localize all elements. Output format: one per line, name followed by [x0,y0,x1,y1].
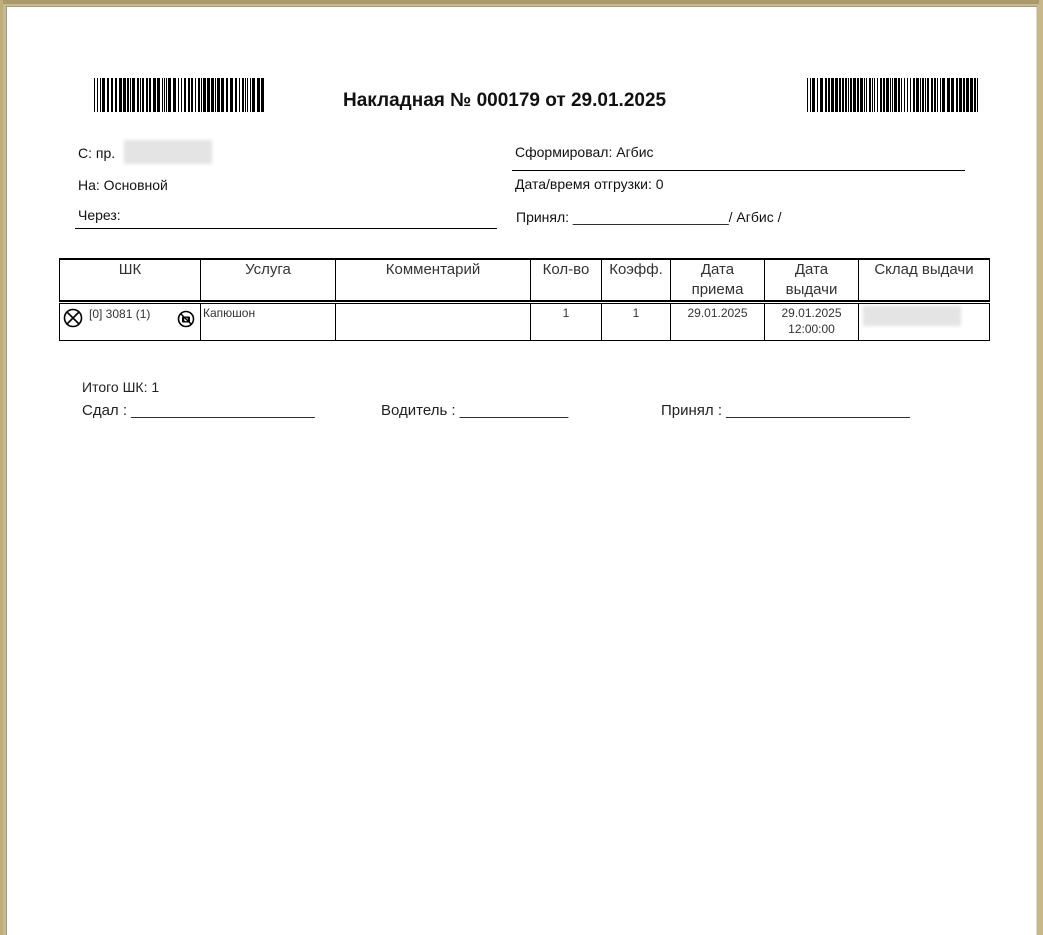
barcode-bar [916,78,919,112]
barcode-bar [853,78,856,112]
barcode-bar [149,78,151,112]
created-by-underline [512,170,965,171]
barcode-bar [959,78,962,112]
barcode-bar [904,78,905,112]
barcode-bar [963,78,965,112]
barcode-bar [203,78,206,112]
barcode-bar [226,78,228,112]
via-label: Через: [78,207,121,223]
barcode-bar [247,78,248,112]
issue-date-value: 29.01.2025 [781,306,842,320]
barcode-bar [894,78,897,112]
barcode-bar [111,78,113,112]
created-by: Сформировал: Агбис [515,144,654,160]
barcode-bar [860,78,863,112]
barcode-bar [123,78,126,112]
barcode-bar [195,78,196,112]
barcode-bar [166,78,167,112]
barcode-bar [198,78,200,112]
barcode-bar [934,78,936,112]
barcode-bar [257,78,260,112]
barcode-bar [201,78,202,112]
shipment-datetime: Дата/время отгрузки: 0 [515,176,664,192]
barcode-bar [974,78,976,112]
print-preview-page [6,6,1037,935]
barcode-bar [252,78,255,112]
barcode-bar [812,78,815,112]
col-header-receive-date: Дата приема [671,259,765,301]
col-header-comment: Комментарий [336,259,531,301]
barcode-bar [261,78,264,112]
cell-service [201,304,336,341]
barcode-bar [130,78,131,112]
window-frame-right [1039,0,1043,935]
barcode-bar [940,78,941,112]
barcode-bar [886,78,889,112]
barcode-left-icon [94,78,266,112]
via-underline [75,228,497,229]
barcode-bar [869,78,871,112]
barcode-bar [835,78,838,112]
document-title: Накладная № 000179 от 29.01.2025 [343,90,667,111]
barcode-bar [966,78,969,112]
col-header-issue-date: Дата выдачи [765,259,859,301]
barcode-bar [230,78,233,112]
barcode-bar [137,78,139,112]
from-label: С: пр. [78,145,116,161]
barcode-value: [0] 3081 (1) [89,307,151,321]
cell-comment [336,304,531,341]
window-frame-top [0,0,1043,4]
barcode-bar [831,78,834,112]
barcode-bar [913,78,915,112]
window-frame-left [0,0,3,935]
barcode-bar [173,78,176,112]
barcode-bar [820,78,823,112]
barcode-bar [951,78,954,112]
barcode-bar [910,78,911,112]
barcode-bar [217,78,220,112]
received-by: Принял: ____________________/ Агбис / [516,209,782,225]
receive-date-value: 29.01.2025 [687,306,748,320]
barcode-bar [931,78,933,112]
barcode-bar [817,78,818,112]
cell-receive-date [671,304,765,341]
barcode-bar [828,78,830,112]
barcode-bar [178,78,179,112]
barcode-bar [857,78,859,112]
barcode-bar [907,78,908,112]
barcode-bar [127,78,129,112]
barcode-bar [925,78,926,112]
barcode-bar [825,78,827,112]
table-row [60,304,990,341]
barcode-bar [977,78,978,112]
barcode-bar [181,78,182,112]
barcode-bar [942,78,945,112]
barcode-bar [880,78,882,112]
barcode-bar [107,78,109,112]
barcode-bar [901,78,902,112]
cell-issue-date [765,304,859,341]
barcode-bar [927,78,929,112]
barcode-bar [874,78,875,112]
driver-signature: Водитель : _____________ [381,402,569,419]
barcode-right-icon [807,78,979,112]
cell-barcode [60,304,201,341]
barcode-bar [94,78,95,112]
barcode-bar [153,78,156,112]
qty-value: 1 [562,306,570,320]
col-header-coef: Коэфф. [602,259,671,301]
to-text: На: Основной [78,177,168,193]
barcode-bar [140,78,141,112]
barcode-bar [119,78,122,112]
barcode-bar [947,78,950,112]
barcode-bar [810,78,811,112]
total-barcodes: Итого ШК: 1 [82,379,160,395]
barcode-bar [162,78,163,112]
handed-over-signature: Сдал : ______________________ [82,402,315,419]
barcode-bar [188,78,190,112]
barcode-bar [97,78,98,112]
from-value-redacted [124,140,212,164]
warehouse-redacted [863,306,961,326]
barcode-bar [898,78,900,112]
barcode-bar [892,78,893,112]
barcode-bar [102,78,105,112]
accepted-signature: Принял : ______________________ [661,402,910,419]
barcode-bar [842,78,844,112]
barcode-bar [807,78,808,112]
barcode-bar [146,78,148,112]
barcode-bar [970,78,973,112]
barcode-bar [848,78,849,112]
barcode-bar [132,78,135,112]
barcode-bar [100,78,101,112]
barcode-bar [215,78,216,112]
barcode-bar [250,78,251,112]
cancel-circle-icon[interactable] [63,308,83,328]
barcode-bar [839,78,841,112]
barcode-bar [142,78,144,112]
cell-coef [602,304,671,341]
col-header-qty: Кол-во [531,259,602,301]
table-body [59,303,990,341]
barcode-bar [890,78,891,112]
issue-time-value: 12:00:00 [788,322,835,336]
barcode-bar [922,78,924,112]
cell-qty [531,304,602,341]
coef-value: 1 [632,306,640,320]
barcode-bar [164,78,165,112]
barcode-bar [872,78,873,112]
barcode-bar [245,78,246,112]
col-header-barcode: ШК [60,259,201,301]
service-value: Капюшон [203,306,256,320]
barcode-bar [239,78,240,112]
barcode-bar [191,78,193,112]
barcode-bar [242,78,244,112]
barcode-bar [221,78,224,112]
barcode-bar [850,78,852,112]
barcode-bar [157,78,160,112]
barcode-bar [877,78,878,112]
col-header-service: Услуга [201,259,336,301]
col-header-warehouse: Склад выдачи [859,259,990,301]
barcode-bar [937,78,938,112]
barcode-bar [920,78,921,112]
no-photo-icon[interactable] [177,310,195,328]
barcode-bar [956,78,958,112]
barcode-bar [866,78,867,112]
barcode-bar [184,78,186,112]
barcode-bar [211,78,214,112]
barcode-bar [207,78,210,112]
barcode-bar [864,78,865,112]
barcode-bar [845,78,847,112]
barcode-bar [168,78,171,112]
cell-warehouse [859,304,990,341]
barcode-bar [883,78,885,112]
table-header [59,258,990,302]
barcode-bar [235,78,237,112]
barcode-bar [115,78,117,112]
